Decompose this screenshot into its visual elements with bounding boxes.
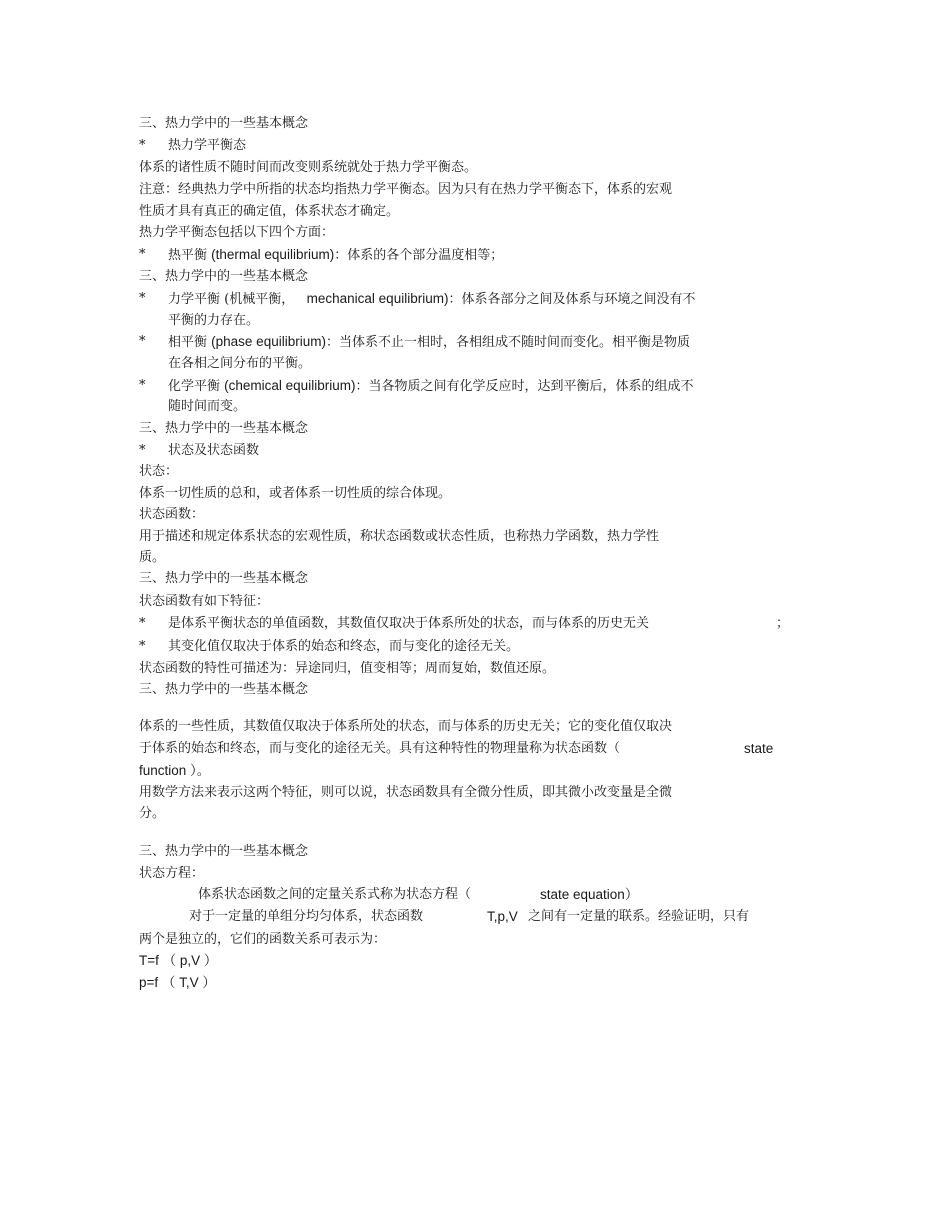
paragraph: 对于一定量的单组分均匀体系，状态函数 xyxy=(189,909,424,924)
punctuation: ； xyxy=(776,616,790,631)
term-cn: 化学平衡 xyxy=(168,379,221,394)
bullet-continuation: 随时间而变。 xyxy=(168,399,247,414)
paragraph: 注意：经典热力学中所指的状态均指热力学平衡态。因为只有在热力学平衡态下，体系的宏观 xyxy=(139,182,673,197)
section-heading: 三、热力学中的一些基本概念 xyxy=(139,682,309,697)
equation: T=f （ p,V ） xyxy=(139,953,218,968)
bullet-text: 是体系平衡状态的单值函数，其数值仅取决于体系所处的状态，而与体系的历史无关 xyxy=(168,616,650,631)
paragraph: 用于描述和规定体系状态的宏观性质，称状态函数或状态性质，也称热力学函数，热力学性 xyxy=(139,529,660,544)
term-def: ：体系各部分之间及体系与环境之间没有不 xyxy=(448,292,696,307)
paragraph: 用数学方法来表示这两个特征，则可以说，状态函数具有全微分性质，即其微小改变量是全微 xyxy=(139,785,673,800)
bullet-continuation: 在各相之间分布的平衡。 xyxy=(168,356,312,371)
bullet-text xyxy=(168,246,503,264)
label: 状态函数： xyxy=(139,507,205,522)
term-en: state xyxy=(744,741,774,756)
section-heading: 三、热力学中的一些基本概念 xyxy=(139,571,309,586)
bullet-marker: * xyxy=(139,247,146,262)
bullet-text: 其变化值仅取决于体系的始态和终态，而与变化的途径无关。 xyxy=(168,639,520,654)
bullet-marker: * xyxy=(139,378,146,393)
paragraph: 质。 xyxy=(139,550,166,565)
paragraph: 于体系的始态和终态，而与变化的途径无关。具有这种特性的物理量称为状态函数（ xyxy=(139,741,621,756)
term-cn: 热平衡 xyxy=(168,248,208,263)
section-heading: 三、热力学中的一些基本概念 xyxy=(139,269,309,284)
bullet-text xyxy=(168,290,695,308)
label: 状态： xyxy=(139,464,179,479)
term-en: mechanical equilibrium) xyxy=(306,291,449,306)
paragraph: function ）。 xyxy=(139,763,211,778)
term-cn: 力学平衡 xyxy=(168,292,221,307)
paragraph: 体系状态函数之间的定量关系式称为状态方程（ xyxy=(198,887,472,902)
variables: T,p,V xyxy=(487,909,518,924)
bullet-text xyxy=(168,333,690,351)
paragraph: 状态函数的特性可描述为：异途同归，值变相等；周而复始，数值还原。 xyxy=(139,661,556,676)
term-def: ：当体系不止一相时，各相组成不随时间而变化。相平衡是物质 xyxy=(325,335,690,350)
bullet-marker: * xyxy=(139,443,146,458)
term-en: (thermal equilibrium) xyxy=(211,247,335,262)
section-heading: 三、热力学中的一些基本概念 xyxy=(139,116,309,131)
term-def: ：体系的各个部分温度相等； xyxy=(334,248,504,263)
paragraph: 性质才具有真正的确定值，体系状态才确定。 xyxy=(139,204,400,219)
bullet-marker: * xyxy=(139,291,146,306)
paragraph: 分。 xyxy=(139,806,166,821)
bullet-text xyxy=(168,377,693,395)
paragraph: 两个是独立的，它们的函数关系可表示为： xyxy=(139,932,387,947)
bullet-marker: * xyxy=(139,639,146,654)
term-alt: (机械平衡， xyxy=(224,292,295,307)
equation: p=f （ T,V ） xyxy=(139,975,216,990)
paragraph: 体系的一些性质，其数值仅取决于体系所处的状态，而与体系的历史无关；它的变化值仅取决 xyxy=(139,719,673,734)
bullet-text: 热力学平衡态 xyxy=(168,138,247,153)
bullet-marker: * xyxy=(139,138,146,153)
bullet-marker: * xyxy=(139,334,146,349)
term-en: state equation） xyxy=(540,887,639,902)
paragraph: 体系的诸性质不随时间而改变则系统就处于热力学平衡态。 xyxy=(139,160,478,175)
paragraph: 之间有一定量的联系。经验证明，只有 xyxy=(528,909,750,924)
term-en: (chemical equilibrium) xyxy=(224,378,356,393)
label: 状态方程： xyxy=(139,866,205,881)
section-heading: 三、热力学中的一些基本概念 xyxy=(139,844,309,859)
term-def: ：当各物质之间有化学反应时，达到平衡后，体系的组成不 xyxy=(355,379,694,394)
section-heading: 三、热力学中的一些基本概念 xyxy=(139,421,309,436)
term-cn: 相平衡 xyxy=(168,335,208,350)
bullet-continuation: 平衡的力存在。 xyxy=(168,313,260,328)
paragraph: 状态函数有如下特征： xyxy=(139,594,270,609)
paragraph: 热力学平衡态包括以下四个方面： xyxy=(139,225,335,240)
bullet-marker: * xyxy=(139,616,146,631)
term-en: (phase equilibrium) xyxy=(211,334,326,349)
bullet-text: 状态及状态函数 xyxy=(168,443,260,458)
paragraph: 体系一切性质的总和，或者体系一切性质的综合体现。 xyxy=(139,486,452,501)
